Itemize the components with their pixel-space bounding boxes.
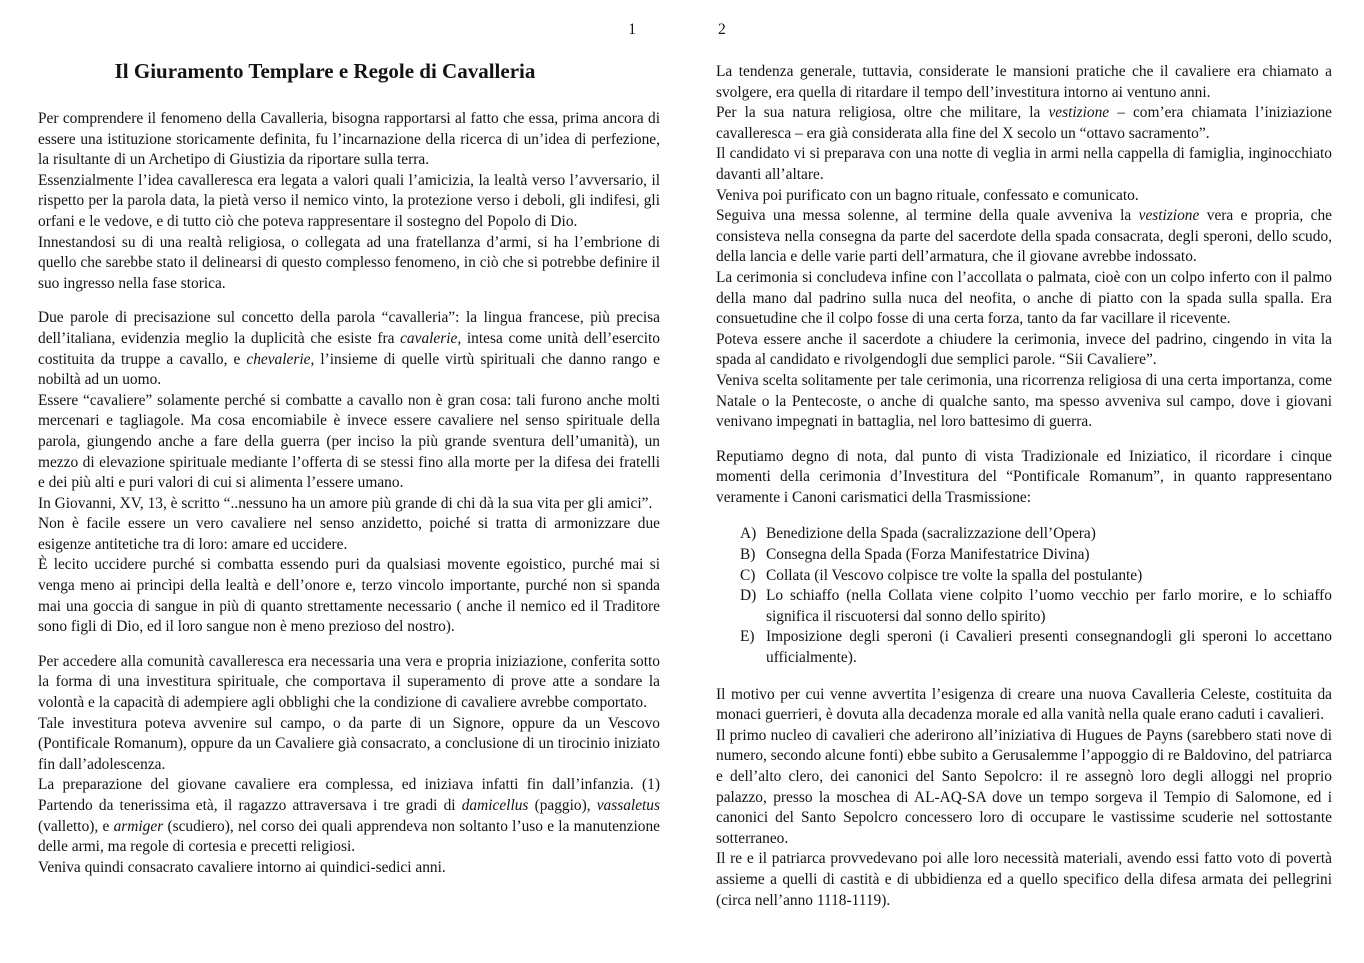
text-run: Reputiamo degno di nota, dal punto di vista Tradizionale ed Iniziatico, il ricordare i cinque momenti della cerimonia d’Investitura del “Pontificale Romanum”, in quanto rappresentano veramente i Canoni carismatici della Trasmissione: — [716, 447, 1332, 506]
paragraph — [716, 330, 1332, 371]
text-run: (valletto), e — [38, 817, 114, 835]
paragraph — [716, 726, 1332, 850]
paragraph — [38, 494, 660, 515]
ceremony-moments-list — [716, 524, 1332, 668]
italic-text-run: vestizione — [1138, 207, 1200, 225]
text-run: l’insieme di quelle virtù spirituali che danno rango e nobiltà ad un uomo. — [38, 350, 660, 389]
paragraph — [716, 371, 1332, 433]
paragraph — [38, 391, 660, 494]
text-run: Essenzialmente l’idea cavalleresca era legata a valori quali l’amicizia, la lealtà verso l’avversario, il rispetto per la parola data, la pietà verso il nemico vinto, la protezione verso i deboli, gli indifesi, gli orfani e le vedove, e di tutto ciò che poteva rappresentare il sostegno del Popolo di Dio. — [38, 171, 660, 230]
paragraph — [38, 171, 660, 233]
list-item — [740, 586, 1332, 627]
text-run: Per accedere alla comunità cavalleresca era necessaria una vera e propria iniziazione, conferita sotto la forma di una investitura spirituale, che comportava il superamento di prove atte a sondare la volontà e la capacità di adempiere agli obblighi che la condizione di cavaliere avrebbe comportato. — [38, 652, 660, 712]
paragraph — [38, 555, 660, 637]
text-run: La tendenza generale, tuttavia, considerate le mansioni pratiche che il cavaliere era chiamato a svolgere, era quella di ritardare il tempo dell’investitura intorno ai ventuno anni. — [716, 63, 1332, 101]
paragraph — [38, 308, 660, 390]
text-run: Per comprendere il fenomeno della Cavalleria, bisogna rapportarsi al fatto che essa, prima ancora di essere una istituzione storicamente definita, fu l’incarnazione della ricerca di un’idea di perfezione, la risultante di un Archetipo di Giustizia da riportare sulla terra. — [38, 110, 660, 169]
paragraph — [38, 514, 660, 555]
text-run: In Giovanni, XV, 13, è scritto “..nessuno ha un amore più grande di chi dà la sua vita per gli amici”. — [38, 494, 653, 512]
paragraph — [38, 714, 660, 776]
text-run: Seguiva una messa solenne, al termine della quale avveniva la — [716, 207, 1139, 225]
text-run: Veniva poi purificato con un bagno rituale, confessato e comunicato. — [716, 186, 1139, 204]
text-run: La preparazione del giovane cavaliere era complessa, ed iniziava infatti fin dall’infanzia. (1) Partendo da tenerissima età, il ragazzo attraversava i tre gradi di — [38, 776, 660, 814]
text-run: intesa come unità dell’esercito costituita da truppe a cavallo, e — [38, 329, 660, 368]
paragraph — [716, 447, 1332, 509]
text-run: (scudiero), nel corso dei quali apprendeva non soltanto l’uso e la manutenzione delle armi, ma regole di cortesia e precetti religiosi. — [38, 817, 660, 856]
list-item — [740, 627, 1332, 668]
text-run: Il candidato vi si preparava con una notte di veglia in armi nella cappella di famiglia, inginocchiato davanti all’altare. — [716, 145, 1332, 183]
page-1-body — [38, 109, 660, 878]
paragraph — [38, 233, 660, 295]
list-item-label: C) — [740, 566, 756, 584]
text-run: Il motivo per cui venne avvertita l’esigenza di creare una nuova Cavalleria Celeste, costituita da monaci guerrieri, è dovuta alla decadenza morale ed alla vanità nella quale erano caduti i cavalieri. — [716, 685, 1332, 724]
text-run: Essere “cavaliere” solamente perché si combatte a cavallo non è gran cosa: tali furono anche molti mercenari e tagliagole. Ma cosa encomiabile è invece essere cavaliere nel senso spirituale della parola, giungendo anche a fare della guerra (per inciso la più grande sventura dell’umanità), un mezzo di elevazione spirituale mediante l’offerta di se stessi fino alla morte per la difesa dei fratelli e dei più alti e puri valori di cui si alimenta l’essere umano. — [38, 391, 660, 492]
list-item — [740, 566, 1332, 587]
text-run: – com’era chiamata l’iniziazione cavalleresca – era già considerata alla fine del X secolo un “ottavo sacramento”. — [716, 104, 1332, 142]
page-number-1: 1 — [628, 21, 636, 38]
paragraph — [716, 206, 1332, 268]
text-run: È lecito uccidere purché si combatta essendo puri da qualsiasi movente egoistico, purché mai si venga meno ai princìpi della lealtà e dell’onore e, terzo vincolo importante, purché non si spanda mai una goccia di sangue in più di quanto strettamente necessario ( anche il nemico ed il Traditore sono figli di Dio, ed il loro sangue non è meno prezioso del nostro). — [38, 556, 660, 636]
list-item-text — [766, 566, 1332, 587]
document-title: Il Giuramento Templare e Regole di Cavalleria — [114, 59, 536, 83]
paragraph — [716, 849, 1332, 911]
paragraph-gap — [38, 294, 660, 308]
paragraph — [38, 858, 660, 879]
page-2 — [716, 0, 1332, 963]
list-item-label: A) — [740, 525, 757, 543]
paragraph-gap — [716, 433, 1332, 447]
paragraph — [716, 62, 1332, 103]
text-run: Innestandosi su di una realtà religiosa, o collegata ad una fratellanza d’armi, si ha l’embrione di quello che sarebbe stato il delinearsi di questo complesso fenomeno, in ciò che si potrebbe definire il suo ingresso nella fase storica. — [38, 233, 660, 292]
italic-text-run: armiger — [113, 817, 164, 835]
text-run: Lo schiaffo (nella Collata viene colpito l’uomo vecchio per farlo morire, e lo schiaffo significa il riscuotersi dal sonno dello spirito) — [766, 587, 1332, 625]
text-run: La cerimonia si concludeva infine con l’accollata o palmata, cioè con un colpo inferto con il palmo della mano dal padrino sulla nuca del neofita, o anche di piatto con la spada sulla spalla. Era consuetudine che il colpo fosse di una certa forza, tanto da far vacillare il ricevente. — [716, 268, 1332, 328]
paragraph — [38, 775, 660, 857]
text-run: Poteva essere anche il sacerdote a chiudere la cerimonia, invece del padrino, cingendo in vita la spada al candidato e rivolgendogli due semplici parole. “Sii Cavaliere”. — [716, 330, 1332, 369]
list-item-text — [766, 627, 1332, 668]
text-run: Per la sua natura religiosa, oltre che militare, la — [716, 104, 1049, 122]
text-run: Imposizione degli speroni (i Cavalieri presenti consegnandogli gli speroni lo accettano ufficialmente). — [766, 628, 1332, 667]
text-run: Consegna della Spada (Forza Manifestatrice Divina) — [766, 546, 1090, 564]
text-run: vera e propria, che consisteva nella consegna da parte del sacerdote della spada consacrata, degli speroni, dello scudo, della lancia e delle varie parti dell’armatura, che il giovane avrebbe indossato. — [716, 207, 1333, 266]
paragraph-gap — [716, 671, 1332, 685]
list-item-label: E) — [740, 628, 755, 646]
page-1 — [38, 0, 660, 963]
list-item-text — [766, 545, 1332, 566]
italic-text-run: vassaletus — [596, 797, 660, 814]
paragraph-gap — [38, 638, 660, 652]
text-run: Non è facile essere un vero cavaliere nel senso anzidetto, poiché si tratta di armonizzare due esigenze antitetiche tra di loro: amare ed uccidere. — [38, 515, 660, 553]
list-item-text — [766, 586, 1332, 627]
list-item-label: D) — [740, 587, 757, 605]
paragraph — [716, 103, 1332, 144]
italic-text-run: damicellus — [461, 797, 529, 814]
text-run: (paggio), — [528, 797, 597, 814]
text-run: Due parole di precisazione sul concetto della parola “cavalleria”: la lingua francese, più precisa dell’italiana, evidenzia meglio la duplicità che esiste fra — [38, 309, 660, 347]
list-item — [740, 545, 1332, 566]
text-run: Veniva scelta solitamente per tale cerimonia, una ricorrenza religiosa di una certa importanza, come Natale o la Pentecoste, o anche di qualche santo, ma spesso avveniva sul campo, dove i giovani venivano impegnati in battaglia, nel loro battesimo di guerra. — [716, 371, 1332, 431]
text-run: Benedizione della Spada (sacralizzazione dell’Opera) — [766, 525, 1096, 543]
paragraph — [716, 144, 1332, 185]
italic-text-run: vestizione — [1048, 104, 1110, 122]
italic-text-run: chevalerie, — [246, 350, 315, 368]
list-item — [740, 524, 1332, 545]
paragraph-gap — [716, 508, 1332, 522]
page-number-2: 2 — [718, 21, 726, 38]
text-run: Il primo nucleo di cavalieri che aderirono all’iniziativa di Hugues de Payns (sarebbero stati nove di numero, secondo alcune fonti) ebbe subito a Gerusalemme l’appoggio di re Baldovino, del patriarca e dell’alto clero, dei canonici del Santo Sepolcro: il re assegnò loro degli alloggi nel proprio palazzo, presso la moschea di AL-AQ-SA dove un tempo sorgeva il Tempio di Salomone, ed i canonici del Santo Sepolcro concessero loro di occupare le vastissime scuderie nel sottostante sotterraneo. — [716, 726, 1332, 847]
paragraph — [38, 652, 660, 714]
text-run: Il re e il patriarca provvedevano poi alle loro necessità materiali, avendo essi fatto voto di povertà assieme a quelli di castità e di ubbidienza ed a quello specifico della difesa armata dei pellegrini (circa nell’anno 1118-1119). — [716, 850, 1332, 909]
italic-text-run: cavalerie, — [400, 329, 462, 347]
paragraph — [716, 186, 1332, 207]
paragraph — [716, 268, 1332, 330]
list-item-text — [766, 524, 1332, 545]
page-2-body — [716, 62, 1332, 911]
text-run: Tale investitura poteva avvenire sul campo, o da parte di un Signore, oppure da un Vescovo (Pontificale Romanum), oppure da un Cavaliere già consacrato, a conclusione di un tirocinio iniziato fin dall’adolescenza. — [38, 714, 660, 773]
paragraph — [38, 109, 660, 171]
paragraph — [716, 685, 1332, 726]
text-run: Collata (il Vescovo colpisce tre volte la spalla del postulante) — [766, 566, 1143, 584]
list-item-label: B) — [740, 546, 756, 564]
text-run: Veniva quindi consacrato cavaliere intorno ai quindici-sedici anni. — [38, 858, 446, 876]
